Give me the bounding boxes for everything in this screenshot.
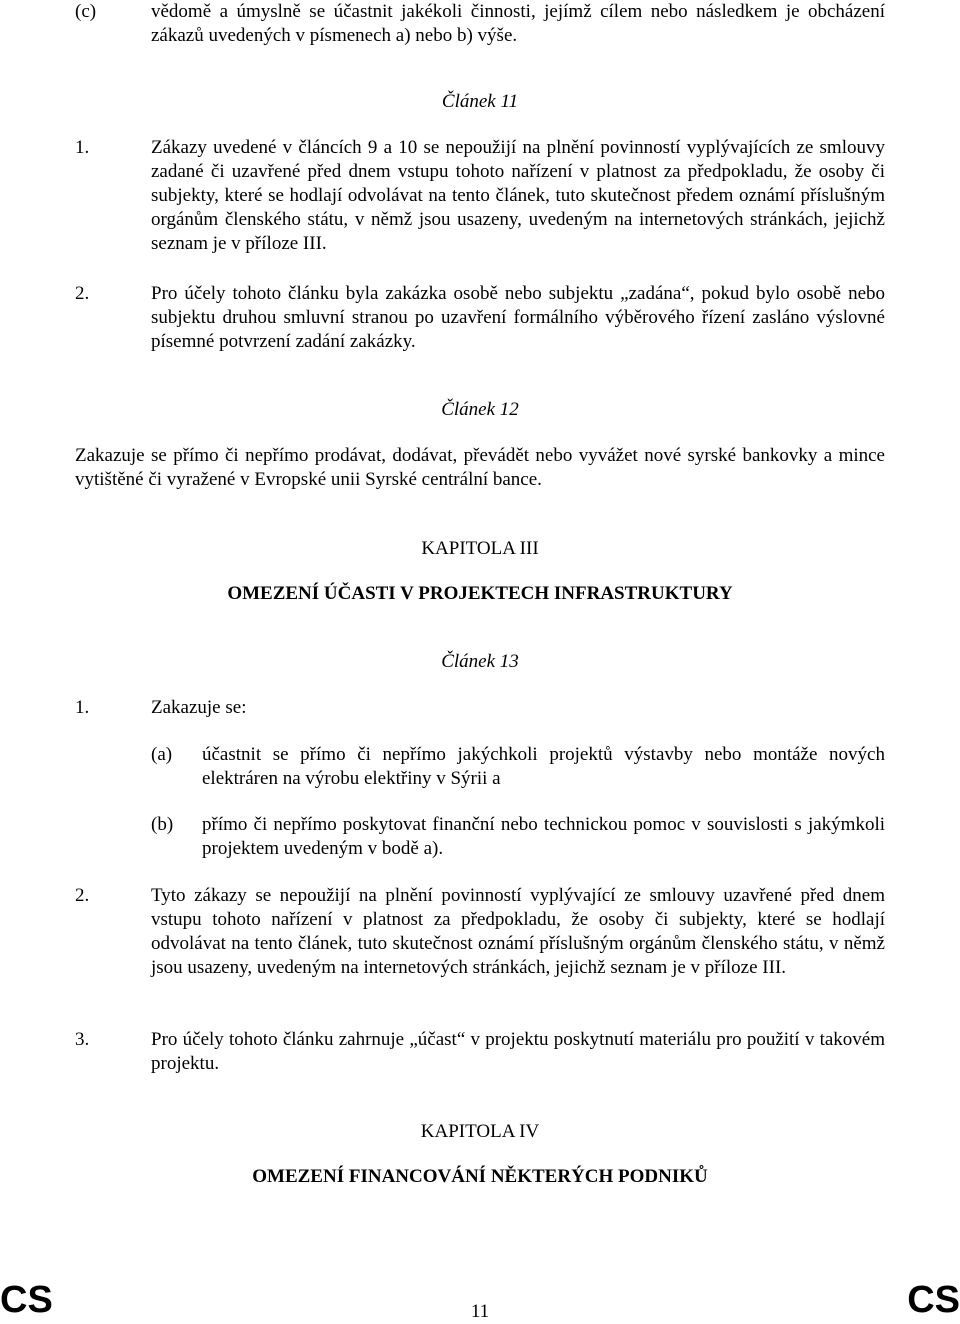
- article-13-p2-text: Tyto zákazy se nepoužijí na plnění povinností vyplývající ze smlouvy uzavřené před dnem vstupu tohoto nařízení v platnost za předpokladu, že osoby či subjekty, které se hodlají odvolávat na tento článek, tuto skutečnost oznámí příslušným orgánům členského státu, v němž jsou usazeny, uvedeným na internetových stránkách, jejichž seznam je v příloze III.: [151, 885, 885, 978]
- article-12-heading: Článek 12: [441, 399, 519, 420]
- article-13-p1-number: 1.: [75, 697, 90, 718]
- footer-language-right: CS: [907, 1279, 960, 1321]
- footer-page-number: 11: [470, 1301, 490, 1322]
- footer-language-left: CS: [0, 1279, 53, 1321]
- chapter-4-label: KAPITOLA IV: [420, 1121, 540, 1142]
- article-13-item-b-text: přímo či nepřímo poskytovat finanční nebo technickou pomoc v souvislosti s jakýmkoli projektem uvedeným v bodě a).: [202, 814, 885, 859]
- article-13-p2-number: 2.: [75, 885, 90, 906]
- article-11-p1-text: Zákazy uvedené v článcích 9 a 10 se nepoužijí na plnění povinností vyplývajících ze smlouvy zadané či uzavřené před dnem vstupu tohoto nařízení v platnost za předpokladu, že osoby či subjekty, které se hodlají odvolávat na tento článek, tuto skutečnost předem oznámí příslušným orgánům členského státu, v němž jsou usazeny, uvedeným na internetových stránkách, jejichž seznam je v příloze III.: [151, 137, 885, 254]
- chapter-4-title: OMEZENÍ FINANCOVÁNÍ NĚKTERÝCH PODNIKŮ: [252, 1166, 708, 1187]
- article-13-item-b-label: (b): [151, 814, 174, 835]
- article-11-heading: Článek 11: [441, 91, 519, 112]
- article-13-p3-text: Pro účely tohoto článku zahrnuje „účast“ v projektu poskytnutí materiálu pro použití v takovém projektu.: [151, 1029, 885, 1074]
- article-13-item-a-label: (a): [151, 744, 173, 765]
- article-13-heading: Článek 13: [441, 651, 519, 672]
- item-c-text: vědomě a úmyslně se účastnit jakékoli činnosti, jejímž cílem nebo následkem je obcházení zákazů uvedených v písmenech a) nebo b) výše.: [151, 1, 885, 46]
- article-13-p1-text: Zakazuje se:: [151, 697, 247, 718]
- article-11-p2-text: Pro účely tohoto článku byla zakázka osobě nebo subjektu „zadána“, pokud bylo osobě nebo subjektu druhou smluvní stranou po uzavření formálního výběrového řízení zasláno výslovné písemné potvrzení zadání zakázky.: [151, 283, 885, 352]
- article-11-p2-number: 2.: [75, 283, 90, 304]
- article-12-text: Zakazuje se přímo či nepřímo prodávat, dodávat, převádět nebo vyvážet nové syrské bankovky a mince vytištěné či vyražené v Evropské unii Syrské centrální bance.: [75, 445, 885, 490]
- article-13-item-a-text: účastnit se přímo či nepřímo jakýchkoli projektů výstavby nebo montáže nových elektráren na výrobu elektřiny v Sýrii a: [202, 744, 885, 789]
- chapter-3-label: KAPITOLA III: [421, 538, 539, 559]
- chapter-3-title: OMEZENÍ ÚČASTI V PROJEKTECH INFRASTRUKTURY: [227, 583, 733, 604]
- item-c-label: (c): [75, 1, 97, 22]
- article-11-p1-number: 1.: [75, 137, 90, 158]
- article-13-p3-number: 3.: [75, 1029, 90, 1050]
